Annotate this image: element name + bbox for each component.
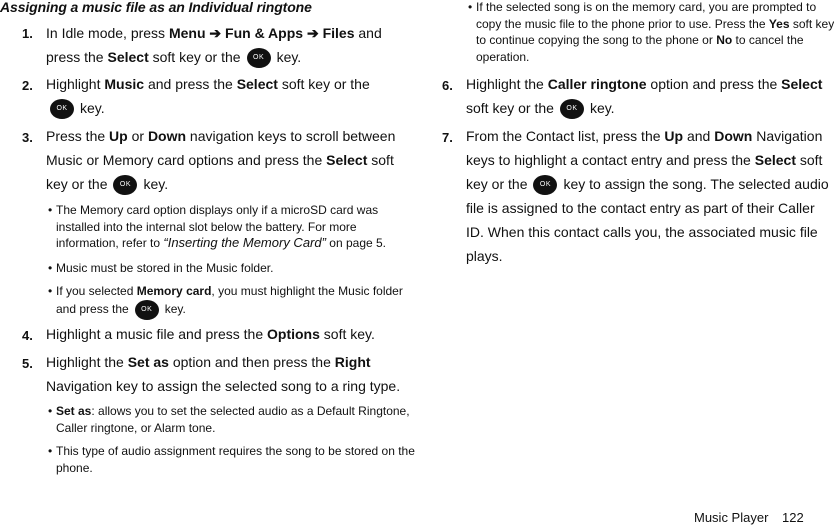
step-7: From the Contact list, press the Up and Down Navigation keys to highlight a contact entry and press the Select soft key or the OK key to assign the song. The selected audio file is assigned to the contact entry as part of their Caller ID. When this contact calls you, the associated music file plays. xyxy=(466,128,829,264)
arrow-icon: ➔ xyxy=(306,25,319,41)
ok-key-icon: OK xyxy=(533,175,557,195)
step-5-number: 5. xyxy=(22,356,33,371)
footer-section-title: Music Player xyxy=(694,510,769,525)
step-4-number: 4. xyxy=(22,328,33,343)
ok-key-icon: OK xyxy=(135,300,159,320)
ok-key-icon: OK xyxy=(50,99,74,119)
step-2: Highlight Music and press the Select soft key or the OK key. xyxy=(46,72,386,120)
step-1: In Idle mode, press Menu ➔ Fun & Apps ➔ Files and press the Select soft key or the OK key. xyxy=(46,21,386,69)
ok-key-icon: OK xyxy=(560,99,584,119)
step-1-number: 1. xyxy=(22,26,33,41)
ok-key-icon: OK xyxy=(113,175,137,195)
ok-key-icon: OK xyxy=(247,48,271,68)
section-heading: Assigning a music file as an Individual ringtone xyxy=(0,0,312,15)
step-2-number: 2. xyxy=(22,78,33,93)
step-6-number: 6. xyxy=(442,78,453,93)
step-6: Highlight the Caller ringtone option and press the Select soft key or the OK key. xyxy=(466,72,806,120)
step-4: Highlight a music file and press the Options soft key. xyxy=(46,326,375,342)
step-5: Highlight the Set as option and then press the Right Navigation key to assign the selected song to a ring type. xyxy=(46,354,401,394)
step-3-number: 3. xyxy=(22,130,33,145)
step-7-number: 7. xyxy=(442,130,453,145)
page-number: 122 xyxy=(782,510,804,525)
cross-reference-link[interactable]: “Inserting the Memory Card” xyxy=(163,235,326,250)
step-3: Press the Up or Down navigation keys to scroll between Music or Memory card options and press the Select soft key or the OK key. xyxy=(46,124,386,196)
arrow-icon: ➔ xyxy=(209,25,222,41)
